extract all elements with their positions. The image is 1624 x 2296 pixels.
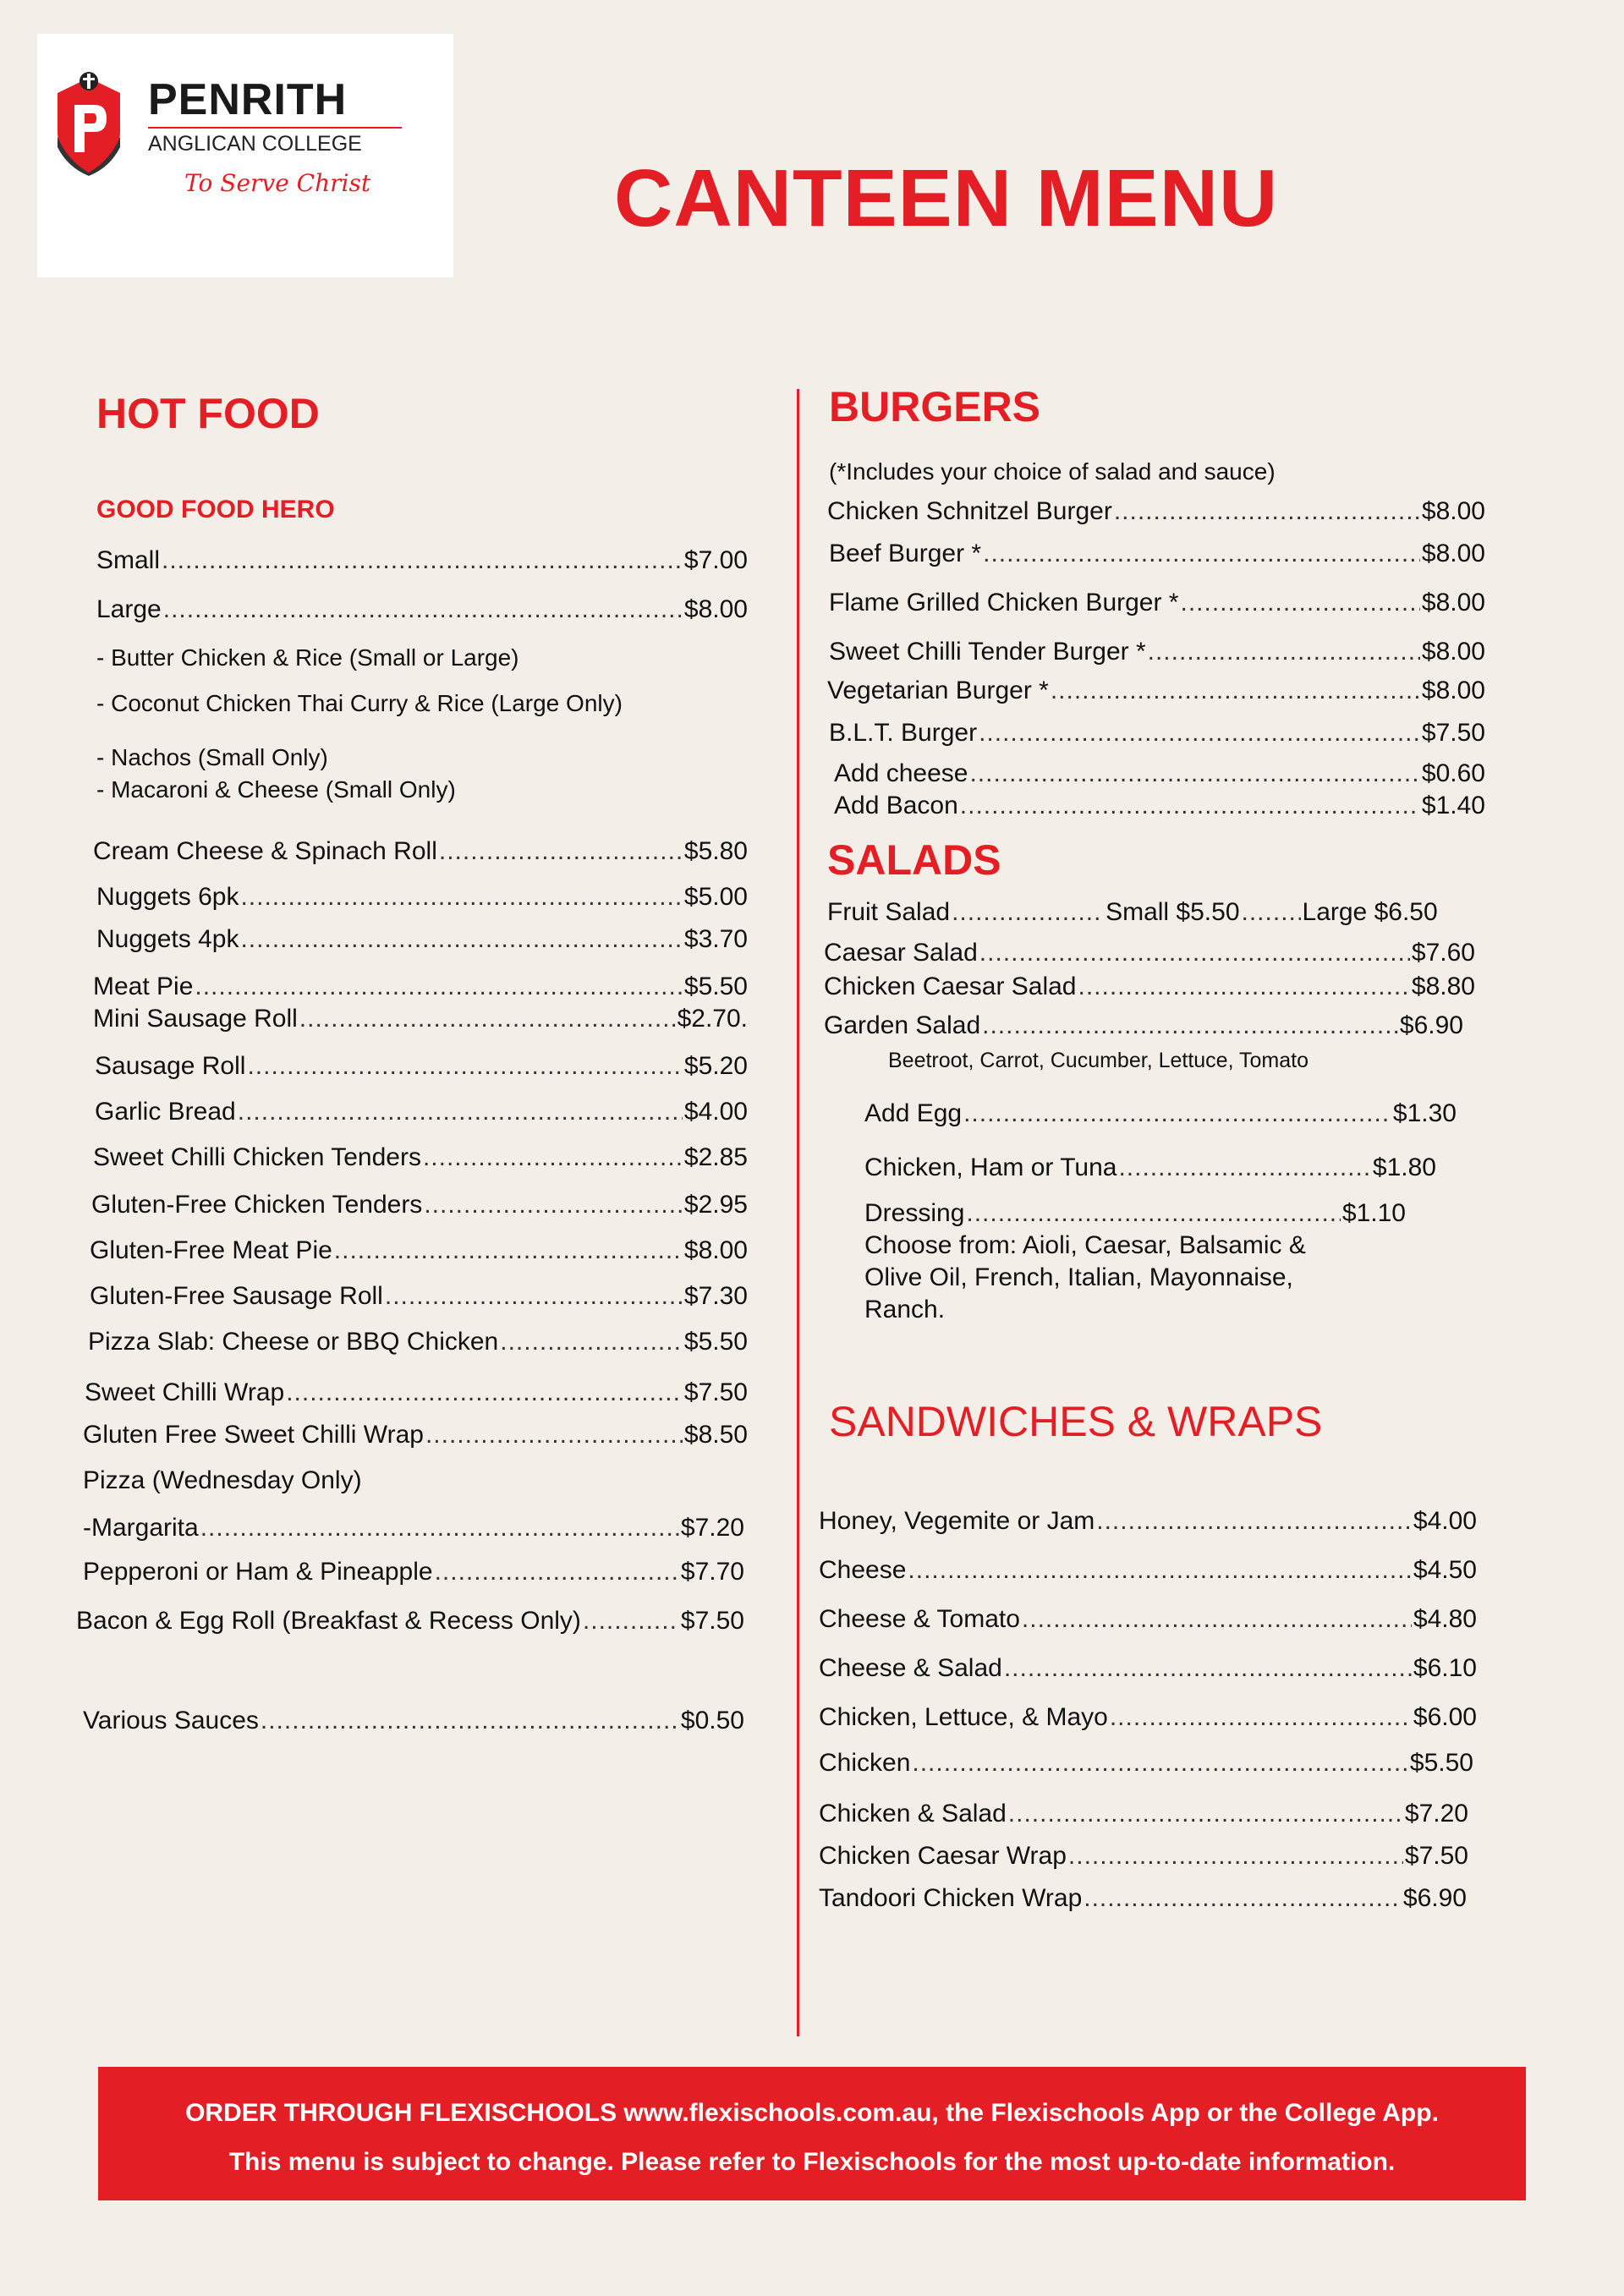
menu-item: Various Sauces ..... $0.50 xyxy=(83,1707,744,1735)
dot-leader xyxy=(334,1236,683,1265)
menu-item-price: $5.50 xyxy=(683,1328,748,1356)
menu-item-price: $8.00 xyxy=(1421,589,1485,616)
menu-item-label: Gluten-Free Chicken Tenders xyxy=(91,1191,423,1219)
menu-item-price: $0.60 xyxy=(1421,759,1485,787)
menu-item xyxy=(819,1703,1477,1732)
menu-item xyxy=(90,1236,748,1265)
dot-leader xyxy=(423,1143,683,1172)
menu-item: -Margarita ..... $7.20 xyxy=(83,1514,744,1543)
menu-item xyxy=(819,1556,1477,1585)
menu-item-price: $4.80 xyxy=(1413,1605,1477,1633)
menu-item-price: $7.50 xyxy=(683,1378,748,1406)
menu-item-label: Meat Pie xyxy=(93,973,194,1000)
menu-item-price: $8.00 xyxy=(1421,638,1485,666)
menu-item-label: Sweet Chilli Chicken Tenders xyxy=(93,1143,421,1171)
dot-leader xyxy=(439,837,683,866)
menu-item xyxy=(93,973,748,1001)
menu-item xyxy=(91,1191,748,1219)
menu-item-price: $2.95 xyxy=(683,1191,748,1219)
menu-item xyxy=(93,837,748,866)
dot-leader xyxy=(1110,1703,1412,1732)
dot-leader xyxy=(500,1328,683,1356)
footer-disclaimer: This menu is subject to change. Please refer to Flexischools for the most up-to-date information. xyxy=(228,2148,1396,2176)
menu-item-price: $7.30 xyxy=(683,1282,748,1310)
menu-item-label: Mini Sausage Roll xyxy=(93,1005,298,1033)
menu-item-label: Pizza Slab: Cheese or BBQ Chicken xyxy=(88,1328,499,1356)
menu-item-label: Sweet Chilli Tender Burger * xyxy=(829,638,1146,666)
menu-item: Bacon & Egg Roll (Breakfast & Recess Only) ..... $7.50 xyxy=(76,1607,744,1636)
menu-item-label: Sausage Roll xyxy=(95,1052,246,1080)
menu-item xyxy=(96,925,748,954)
dressing-choices: Choose from: Aioli, Caesar, Balsamic & xyxy=(864,1231,1306,1259)
menu-item-price: $8.00 xyxy=(1421,677,1485,704)
menu-item xyxy=(819,1884,1467,1913)
menu-item-price: $7.50 xyxy=(1421,719,1485,747)
dot-leader xyxy=(1148,638,1420,666)
salads-heading: SALADS xyxy=(827,836,1001,884)
menu-item-label: Vegetarian Burger * xyxy=(827,677,1049,704)
menu-item-label: Cream Cheese & Spinach Roll xyxy=(93,837,437,865)
hero-size-large: Large ..... $8.00 xyxy=(96,595,748,624)
dot-leader xyxy=(969,759,1419,788)
menu-item-price: $4.00 xyxy=(683,1098,748,1126)
menu-item xyxy=(819,1605,1477,1634)
hero-option: - Coconut Chicken Thai Curry & Rice (Large Only) xyxy=(96,690,623,716)
menu-item xyxy=(819,1507,1477,1536)
menu-item: Dressing ..... $1.10 xyxy=(864,1199,1406,1228)
menu-item-label: Garlic Bread xyxy=(95,1098,236,1126)
dressing-choices: Olive Oil, French, Italian, Mayonnaise, xyxy=(864,1263,1293,1291)
dot-leader xyxy=(1004,1654,1412,1683)
college-motto: To Serve Christ xyxy=(184,169,371,197)
menu-item xyxy=(96,883,748,912)
dot-leader xyxy=(908,1556,1412,1585)
menu-item-label: B.L.T. Burger xyxy=(829,719,978,747)
menu-item-price: $5.50 xyxy=(683,973,748,1000)
burgers-note: (*Includes your choice of salad and sauce) xyxy=(829,458,1276,485)
dot-leader xyxy=(425,1421,683,1449)
good-food-hero-heading: GOOD FOOD HERO xyxy=(96,496,335,523)
menu-item-price: $8.00 xyxy=(683,1236,748,1264)
menu-item xyxy=(829,540,1485,568)
menu-item xyxy=(83,1421,748,1449)
menu-item xyxy=(819,1800,1468,1828)
menu-item xyxy=(829,589,1485,617)
dressing-choices: Ranch. xyxy=(864,1296,946,1323)
menu-item-price: $5.50 xyxy=(1409,1749,1473,1777)
menu-item-label: Chicken & Salad xyxy=(819,1800,1007,1827)
dot-leader xyxy=(240,883,682,912)
menu-item-price: $7.20 xyxy=(1404,1800,1468,1827)
menu-item: Garden Salad ..... $6.90 xyxy=(824,1011,1463,1040)
menu-item-price: $5.20 xyxy=(683,1052,748,1080)
menu-item-price: $6.90 xyxy=(1402,1884,1467,1912)
hero-size-small: Small ..... $7.00 xyxy=(96,546,748,575)
dot-leader xyxy=(286,1378,683,1407)
menu-item: Add Egg ..... $1.30 xyxy=(864,1099,1457,1128)
menu-item-label: Chicken Caesar Wrap xyxy=(819,1842,1067,1870)
menu-item xyxy=(93,1005,748,1033)
hero-option: - Butter Chicken & Rice (Small or Large) xyxy=(96,644,519,671)
page-title: CANTEEN MENU xyxy=(614,153,1279,244)
menu-item: Pepperoni or Ham & Pineapple ..... $7.70 xyxy=(83,1558,744,1586)
menu-item-label: Beef Burger * xyxy=(829,540,982,567)
menu-item: Chicken Caesar Salad ..... $8.80 xyxy=(824,973,1475,1001)
menu-item-price: $5.00 xyxy=(683,883,748,911)
dot-leader xyxy=(1084,1884,1402,1913)
hero-option: - Nachos (Small Only) xyxy=(96,744,328,770)
menu-item-price: $8.00 xyxy=(1421,497,1485,525)
menu-item-label: Cheese & Tomato xyxy=(819,1605,1020,1633)
menu-item-label: Sweet Chilli Wrap xyxy=(85,1378,285,1406)
menu-item-price: $3.70 xyxy=(683,925,748,953)
dot-leader xyxy=(960,792,1420,820)
dot-leader xyxy=(1008,1800,1403,1828)
sandwiches-heading: SANDWICHES & WRAPS xyxy=(829,1398,1323,1445)
menu-item xyxy=(819,1654,1477,1683)
menu-item xyxy=(829,719,1485,748)
menu-item-price: $7.50 xyxy=(1404,1842,1468,1870)
menu-item-price: $4.50 xyxy=(1413,1556,1477,1584)
dot-leader xyxy=(1096,1507,1412,1536)
menu-item xyxy=(819,1749,1473,1778)
dot-leader xyxy=(979,719,1420,748)
menu-item-label: Add cheese xyxy=(834,759,968,787)
dot-leader xyxy=(424,1191,683,1219)
hot-food-heading: HOT FOOD xyxy=(96,390,320,437)
column-divider xyxy=(797,389,799,2036)
menu-item xyxy=(95,1052,748,1081)
menu-item xyxy=(819,1842,1468,1871)
menu-item-label: Chicken Schnitzel Burger xyxy=(827,497,1112,525)
menu-item xyxy=(834,792,1485,820)
dot-leader xyxy=(385,1282,683,1311)
burgers-heading: BURGERS xyxy=(829,383,1041,430)
garden-salad-ingredients: Beetroot, Carrot, Cucumber, Lettuce, Tomato xyxy=(888,1049,1309,1072)
menu-item-price: $6.00 xyxy=(1413,1703,1477,1731)
menu-item xyxy=(829,638,1485,666)
menu-item-price: $8.00 xyxy=(1421,540,1485,567)
dot-leader xyxy=(983,540,1420,568)
dot-leader xyxy=(240,925,682,954)
menu-item xyxy=(827,497,1485,526)
menu-item xyxy=(85,1378,748,1407)
menu-item-label: Add Bacon xyxy=(834,792,958,819)
menu-item: Caesar Salad ..... $7.60 xyxy=(824,939,1475,967)
menu-item-label: Chicken, Lettuce, & Mayo xyxy=(819,1703,1108,1731)
menu-item-price: $1.40 xyxy=(1421,792,1485,819)
menu-item-price: $6.10 xyxy=(1413,1654,1477,1682)
order-footer-banner xyxy=(98,2067,1526,2200)
dot-leader xyxy=(1068,1842,1403,1871)
menu-item-label: Honey, Vegemite or Jam xyxy=(819,1507,1095,1535)
menu-item-price: $2.70. xyxy=(677,1005,748,1033)
menu-item-label: Chicken xyxy=(819,1749,911,1777)
menu-item xyxy=(95,1098,748,1126)
menu-item-label: Nuggets 6pk xyxy=(96,883,239,911)
menu-item xyxy=(834,759,1485,788)
dot-leader xyxy=(299,1005,676,1033)
dot-leader xyxy=(1022,1605,1412,1634)
menu-item-price: $2.85 xyxy=(683,1143,748,1171)
dot-leader xyxy=(1114,497,1420,526)
menu-item-price: $8.50 xyxy=(683,1421,748,1449)
menu-item-fruit-salad: Fruit Salad ..... Small $5.50 ..... Large $6.50 xyxy=(827,898,1468,927)
menu-item-label: Gluten-Free Meat Pie xyxy=(90,1236,332,1264)
menu-item-label: Gluten-Free Sausage Roll xyxy=(90,1282,383,1310)
menu-item: Chicken, Ham or Tuna ..... $1.80 xyxy=(864,1153,1436,1182)
menu-item-label: Nuggets 4pk xyxy=(96,925,239,953)
menu-item-label: Tandoori Chicken Wrap xyxy=(819,1884,1083,1912)
menu-item xyxy=(90,1282,748,1311)
dot-leader xyxy=(238,1098,683,1126)
pizza-heading: Pizza (Wednesday Only) xyxy=(83,1466,362,1494)
menu-item-price: $5.80 xyxy=(683,837,748,865)
dot-leader xyxy=(1051,677,1420,705)
dot-leader xyxy=(247,1052,682,1081)
dot-leader xyxy=(195,973,683,1001)
college-shield-icon xyxy=(51,66,127,176)
college-name: PENRITH xyxy=(148,75,348,124)
menu-item xyxy=(827,677,1485,705)
menu-item-label: Flame Grilled Chicken Burger * xyxy=(829,589,1179,616)
hero-option: - Macaroni & Cheese (Small Only) xyxy=(96,776,456,803)
menu-item-label: Gluten Free Sweet Chilli Wrap xyxy=(83,1421,424,1449)
dot-leader xyxy=(1180,589,1419,617)
footer-order-line: ORDER THROUGH FLEXISCHOOLS www.flexischools.com.au, the Flexischools App or the College App. xyxy=(185,2099,1439,2127)
menu-item-price: $4.00 xyxy=(1413,1507,1477,1535)
menu-item xyxy=(93,1143,748,1172)
menu-item-label: Cheese xyxy=(819,1556,907,1584)
dot-leader xyxy=(912,1749,1408,1778)
menu-item-label: Cheese & Salad xyxy=(819,1654,1002,1682)
menu-item xyxy=(88,1328,748,1356)
college-subtitle: ANGLICAN COLLEGE xyxy=(148,127,402,156)
